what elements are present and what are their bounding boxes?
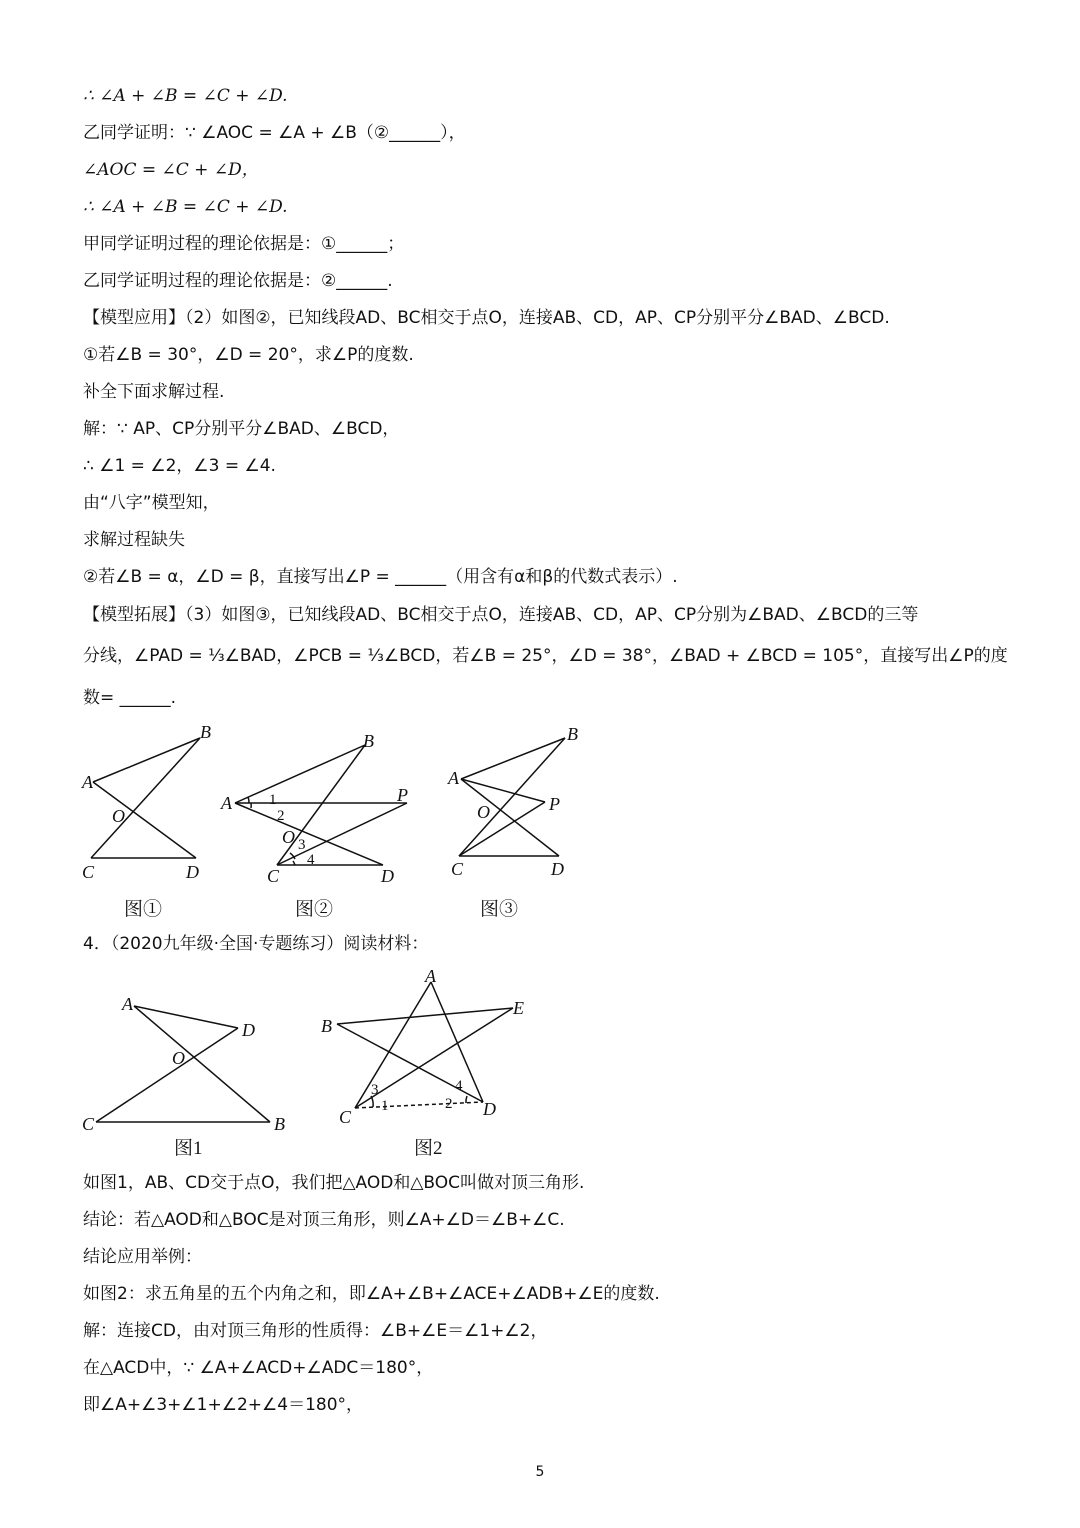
fig2-angle-3: 3 bbox=[298, 837, 306, 853]
fig2-caption: 图② bbox=[295, 899, 334, 920]
p4fig1-caption: 图1 bbox=[174, 1138, 203, 1159]
text-line-2: 乙同学证明：∵ ∠AOC = ∠A + ∠B（②______）， bbox=[83, 123, 466, 143]
figure-3 bbox=[445, 722, 595, 887]
fig1-label-B: B bbox=[200, 722, 211, 742]
text-line-10: 解：∵ AP、CP分别平分∠BAD、∠BCD， bbox=[83, 419, 400, 439]
p4-line-1: 如图1，AB、CD交于点O，我们把△AOD和△BOC叫做对顶三角形. bbox=[83, 1173, 585, 1193]
text-line-7: 【模型应用】（2）如图②，已知线段AD、BC相交于点O，连接AB、CD，AP、CP分别平分∠BAD、∠BCD. bbox=[83, 308, 890, 328]
p4-figure-2 bbox=[315, 966, 535, 1128]
p4-line-7: 即∠A+∠3+∠1+∠2+∠4＝180°， bbox=[83, 1395, 364, 1415]
p4fig2-angle-2: 2 bbox=[445, 1096, 453, 1112]
text-line-5: 甲同学证明过程的理论依据是：①______； bbox=[83, 234, 405, 254]
figure-1 bbox=[78, 718, 218, 888]
p4fig2-label-D: D bbox=[483, 1099, 496, 1119]
p4fig2-caption: 图2 bbox=[414, 1138, 443, 1159]
fig1-label-O: O bbox=[112, 806, 125, 826]
fig2-angle-1: 1 bbox=[269, 792, 277, 808]
text-line-15: 【模型拓展】（3）如图③，已知线段AD、BC相交于点O，连接AB、CD，AP、CP分别为∠BAD、∠BCD的三等 bbox=[83, 605, 919, 625]
fig2-label-B: B bbox=[363, 731, 374, 751]
text-line-14: ②若∠B = α，∠D = β，直接写出∠P = ______（用含有α和β的代数式表示）. bbox=[83, 567, 678, 587]
p4-line-5: 解：连接CD，由对顶三角形的性质得：∠B+∠E＝∠1+∠2， bbox=[83, 1321, 548, 1341]
fig3-label-C: C bbox=[451, 859, 464, 879]
p4fig2-label-C: C bbox=[339, 1107, 352, 1127]
fig3-label-O: O bbox=[477, 802, 490, 822]
fig1-caption: 图① bbox=[124, 899, 163, 920]
text-line-9: 补全下面求解过程. bbox=[83, 382, 225, 402]
p4-line-2: 结论：若△AOD和△BOC是对顶三角形，则∠A+∠D＝∠B+∠C. bbox=[83, 1210, 565, 1230]
fig2-angle-2: 2 bbox=[277, 808, 285, 824]
p4fig2-angle-3: 3 bbox=[371, 1082, 379, 1098]
p4fig1-label-D: D bbox=[242, 1020, 255, 1040]
p4-line-4: 如图2：求五角星的五个内角之和，即∠A+∠B+∠ACE+∠ADB+∠E的度数. bbox=[83, 1284, 660, 1304]
text-line-8: ①若∠B = 30°，∠D = 20°，求∠P的度数. bbox=[83, 345, 414, 365]
fig3-label-A: A bbox=[448, 768, 459, 788]
p4fig1-label-B: B bbox=[274, 1114, 285, 1134]
text-line-4: ∴ ∠A + ∠B = ∠C + ∠D. bbox=[83, 197, 288, 217]
p4-line-3: 结论应用举例： bbox=[83, 1247, 202, 1267]
fig2-label-D: D bbox=[381, 866, 394, 886]
p4fig1-label-O: O bbox=[172, 1048, 185, 1068]
text-line-11: ∴ ∠1 = ∠2，∠3 = ∠4. bbox=[83, 456, 276, 476]
p4-line-6: 在△ACD中，∵ ∠A+∠ACD+∠ADC＝180°， bbox=[83, 1358, 434, 1378]
text-line-16: 分线，∠PAD = ⅓∠BAD，∠PCB = ⅓∠BCD，若∠B = 25°，∠D = 38°，∠BAD + ∠BCD = 105°，直接写出∠P的度 bbox=[83, 646, 1008, 666]
fig3-label-D: D bbox=[551, 859, 564, 879]
fig2-label-O: O bbox=[282, 827, 295, 847]
p4fig2-angle-4: 4 bbox=[455, 1078, 463, 1094]
fig2-angle-4: 4 bbox=[307, 852, 315, 868]
text-line-3: ∠AOC = ∠C + ∠D， bbox=[83, 160, 259, 180]
page-number: 5 bbox=[535, 1464, 545, 1480]
fig3-caption: 图③ bbox=[480, 899, 519, 920]
text-line-13: 求解过程缺失 bbox=[83, 530, 185, 550]
text-line-17: 数= ______. bbox=[83, 688, 177, 708]
fig1-label-D: D bbox=[186, 862, 199, 882]
p4fig2-label-E: E bbox=[513, 998, 524, 1018]
p4fig1-label-A: A bbox=[122, 994, 133, 1014]
p4fig2-label-A: A bbox=[425, 966, 436, 986]
fig1-label-A: A bbox=[82, 772, 93, 792]
problem4-heading: 4．（2020九年级·全国·专题练习）阅读材料： bbox=[83, 934, 429, 954]
p4-figure-1 bbox=[78, 990, 293, 1135]
text-line-1: ∴ ∠A + ∠B = ∠C + ∠D. bbox=[83, 86, 288, 106]
p4fig2-label-B: B bbox=[321, 1016, 332, 1036]
fig2-label-A: A bbox=[221, 793, 232, 813]
fig3-label-P: P bbox=[549, 794, 560, 814]
text-line-6: 乙同学证明过程的理论依据是：②______. bbox=[83, 271, 393, 291]
figure-2 bbox=[215, 725, 415, 890]
text-line-12: 由“八字”模型知， bbox=[83, 493, 220, 513]
p4fig1-label-C: C bbox=[82, 1114, 95, 1134]
fig3-label-B: B bbox=[567, 724, 578, 744]
p4fig2-angle-1: 1 bbox=[381, 1098, 389, 1114]
fig1-label-C: C bbox=[82, 862, 95, 882]
fig2-label-P: P bbox=[397, 785, 408, 805]
fig2-label-C: C bbox=[267, 866, 280, 886]
